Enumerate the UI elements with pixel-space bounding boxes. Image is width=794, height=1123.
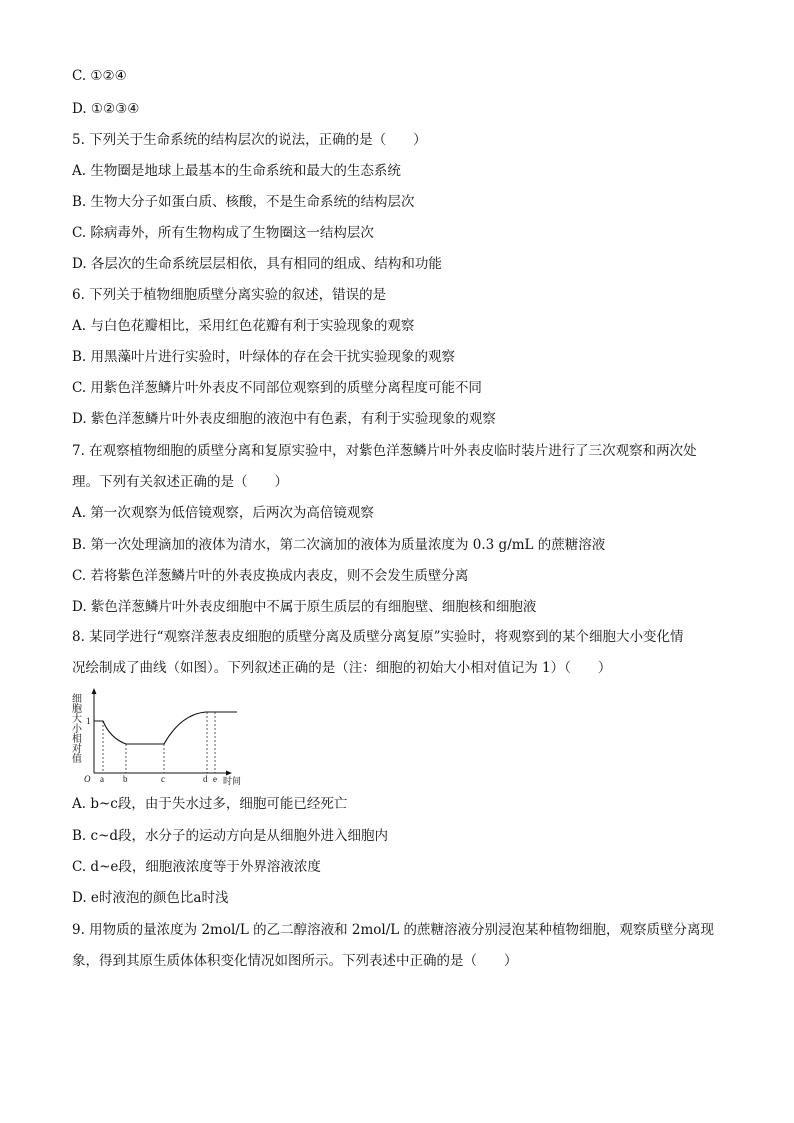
line-1: D. ①②③④ xyxy=(72,101,140,117)
y-tick-label: 1 xyxy=(86,716,91,726)
line-12: 7. 在观察植物细胞的质壁分离和复原实验中，对紫色洋葱鳞片叶外表皮临时装片进行了三次观察和两次处 xyxy=(72,443,697,459)
x-axis-arrow xyxy=(226,771,232,776)
line-18: 8. 某同学进行“观察洋葱表皮细胞的质壁分离及质壁分离复原”实验时，将观察到的某个细胞大小变化情 xyxy=(72,629,684,645)
y-axis-arrow xyxy=(92,688,97,694)
cell-size-figure xyxy=(66,686,256,786)
line-11: D. 紫色洋葱鳞片叶外表皮细胞的液泡中有色素，有利于实验现象的观察 xyxy=(72,411,496,427)
line-22: C. d~e段，细胞液浓度等于外界溶液浓度 xyxy=(72,859,321,875)
origin-label: O xyxy=(84,774,91,784)
x-tick-d: d xyxy=(203,774,208,784)
line-3: A. 生物圈是地球上最基本的生命系统和最大的生态系统 xyxy=(72,163,401,179)
line-14: A. 第一次观察为低倍镜观察，后两次为高倍镜观察 xyxy=(72,505,374,521)
line-17: D. 紫色洋葱鳞片叶外表皮细胞中不属于原生质层的有细胞壁、细胞核和细胞液 xyxy=(72,599,537,615)
x-tick-a: a xyxy=(100,774,104,784)
line-15: B. 第一次处理滴加的液体为清水，第二次滴加的液体为质量浓度为 0.3 g/mL 的蔗糖溶液 xyxy=(72,537,606,553)
cell-size-curve xyxy=(94,712,237,744)
x-tick-c: c xyxy=(161,774,165,784)
line-21: B. c~d段，水分子的运动方向是从细胞外进入细胞内 xyxy=(72,828,389,844)
line-19: 况绘制成了曲线（如图）。下列叙述正确的是（注：细胞的初始大小相对值记为 1）（ ） xyxy=(72,660,612,676)
line-9: B. 用黑藻叶片进行实验时，叶绿体的存在会干扰实验现象的观察 xyxy=(72,349,456,365)
x-tick-e: e xyxy=(213,774,217,784)
line-7: 6. 下列关于植物细胞质壁分离实验的叙述，错误的是 xyxy=(72,287,387,303)
line-24: 9. 用物质的量浓度为 2mol/L 的乙二醇溶液和 2mol/L 的蔗糖溶液分别浸泡某种植物细胞，观察质壁分离现 xyxy=(72,922,715,938)
line-2: 5. 下列关于生命系统的结构层次的说法，正确的是（ ） xyxy=(72,132,427,148)
y-axis-label: 细胞大小相对值 xyxy=(69,693,81,763)
line-25: 象，得到其原生质体体积变化情况如图所示。下列表述中正确的是（ ） xyxy=(72,953,518,969)
line-8: A. 与白色花瓣相比，采用红色花瓣有利于实验现象的观察 xyxy=(72,318,415,334)
line-13: 理。下列有关叙述正确的是（ ） xyxy=(72,474,288,490)
line-0: C. ①②④ xyxy=(72,68,127,84)
line-16: C. 若将紫色洋葱鳞片叶的外表皮换成内表皮，则不会发生质壁分离 xyxy=(72,568,469,584)
line-5: C. 除病毒外，所有生物构成了生物圈这一结构层次 xyxy=(72,225,374,241)
x-tick-b: b xyxy=(123,774,128,784)
line-10: C. 用紫色洋葱鳞片叶外表皮不同部位观察到的质壁分离程度可能不同 xyxy=(72,380,482,396)
x-axis-label: 时间 xyxy=(223,776,242,786)
line-4: B. 生物大分子如蛋白质、核酸，不是生命系统的结构层次 xyxy=(72,194,415,210)
line-20: A. b~c段，由于失水过多，细胞可能已经死亡 xyxy=(72,796,348,812)
line-6: D. 各层次的生命系统层层相依，具有相同的组成、结构和功能 xyxy=(72,256,442,272)
line-23: D. e时液泡的颜色比a时浅 xyxy=(72,890,229,906)
